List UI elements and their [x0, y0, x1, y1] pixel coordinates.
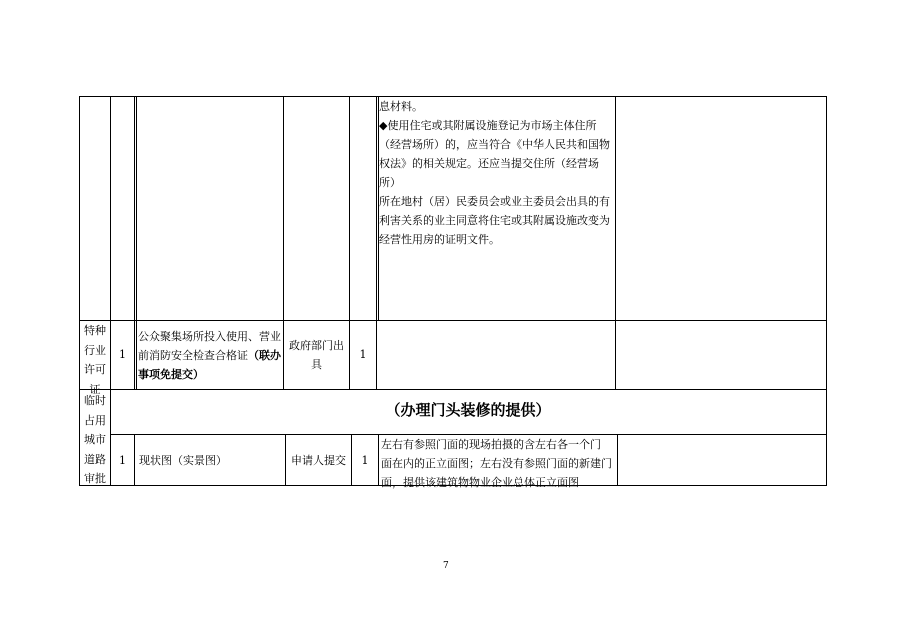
- category-line: 临时: [84, 394, 106, 407]
- requirements-cell: [381, 435, 617, 492]
- requirements-line: ◆使用住宅或其附属设施登记为市场主体住所: [379, 119, 597, 132]
- category-line: 许可: [84, 363, 106, 376]
- requirements-line: 经营性用房的证明文件。: [379, 233, 500, 246]
- source-line: 政府部门出: [289, 339, 344, 352]
- material-text: 前消防安全检查合格证: [138, 349, 248, 362]
- column-divider: [134, 96, 135, 390]
- copies-count: 1: [359, 348, 367, 361]
- column-divider: [136, 96, 137, 390]
- requirements-line: （经营场所）的，应当符合《中华人民共和国物: [379, 138, 610, 151]
- row-divider: [79, 389, 826, 390]
- category-line: 特种: [84, 324, 106, 337]
- column-divider: [378, 434, 379, 486]
- source-cell: 申请人提交: [291, 454, 346, 467]
- material-cell: 现状图（实景图）: [139, 454, 227, 467]
- source-cell: [284, 336, 349, 374]
- material-line: [138, 346, 284, 365]
- requirements-cell: [379, 97, 615, 249]
- category-line: 城市: [84, 433, 106, 446]
- material-cell: [138, 327, 284, 384]
- category-line: 道路: [84, 452, 106, 466]
- requirements-line: 面，提供该建筑物物业企业总体正立面图: [381, 476, 579, 489]
- sequence-number: 1: [119, 348, 126, 361]
- column-divider: [376, 96, 377, 390]
- column-divider: [617, 434, 618, 486]
- column-divider: [134, 434, 135, 486]
- category-line: 证: [89, 382, 101, 396]
- column-divider: [110, 96, 111, 486]
- requirements-line: 左右有参照门面的现场拍摄的含左右各一个门: [381, 438, 601, 451]
- category-cell: [80, 321, 110, 399]
- category-line: 审批: [84, 472, 106, 485]
- section-heading: （办理门头装修的提供）: [385, 401, 551, 419]
- requirements-line: 利害关系的业主同意将住宅或其附属设施改变为: [379, 214, 610, 227]
- copies-count: 1: [361, 454, 369, 467]
- column-divider: [615, 96, 616, 390]
- joint-handling-note: 事项免提交）: [138, 368, 204, 381]
- sequence-number: 1: [119, 454, 126, 467]
- page-number: 7: [443, 561, 449, 571]
- row-divider: [79, 320, 826, 321]
- requirements-line: 权法》的相关规定。还应当提交住所（经营场所）: [379, 157, 599, 189]
- requirements-line: 息材料。: [379, 100, 423, 113]
- category-line: 占用: [84, 413, 106, 427]
- source-line: 具: [311, 358, 322, 371]
- material-line: 公众聚集场所投入使用、营业: [138, 330, 281, 343]
- requirements-line: 面在内的正立面图；左右没有参照门面的新建门: [381, 457, 612, 470]
- requirements-line: 所在地村（居）民委员会或业主委员会出具的有: [379, 195, 610, 208]
- joint-handling-note: （联办: [248, 349, 281, 362]
- table-right-border: [826, 96, 827, 486]
- category-cell: [80, 391, 110, 489]
- category-line: 行业: [84, 343, 106, 357]
